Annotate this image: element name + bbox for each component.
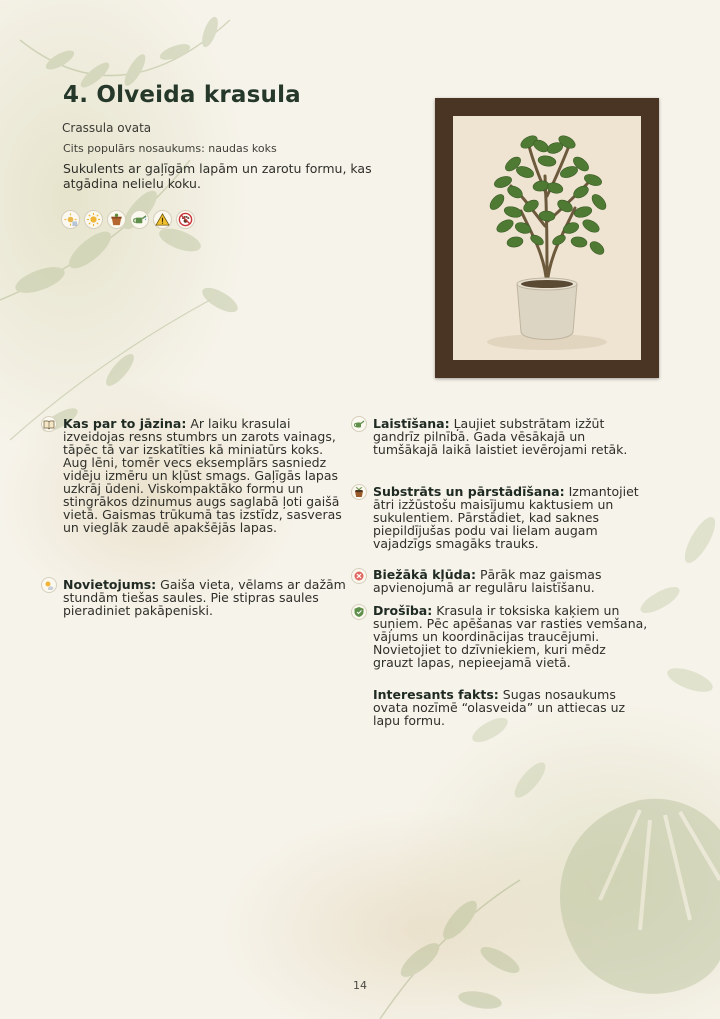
watering-section <box>373 417 645 456</box>
mistake-icon <box>351 568 367 584</box>
common-name: Cits populārs nosaukums: naudas koks <box>63 142 277 155</box>
partial-sun-icon <box>41 577 57 593</box>
watering-can-icon <box>130 210 149 229</box>
pot-icon <box>107 210 126 229</box>
watering-label: Laistīšana: <box>373 416 450 431</box>
book-icon <box>41 416 57 432</box>
jade-plant-illustration <box>453 116 641 360</box>
no-pets-icon <box>176 210 195 229</box>
common-mistake-label: Biežākā kļūda: <box>373 567 476 582</box>
location-label: Novietojums: <box>63 577 157 592</box>
common-mistake-text: Pārāk maz gaismas apvienojumā ar regulāru laistīšanu. <box>373 567 602 595</box>
page-title: 4. Olveida krasula <box>63 82 301 108</box>
location-section <box>63 578 346 617</box>
soil-pot-icon <box>351 484 367 500</box>
plant-picture-frame <box>435 98 659 378</box>
page-number: 14 <box>353 979 367 992</box>
safety-label: Drošība: <box>373 603 433 618</box>
care-icons-row <box>61 210 195 229</box>
shield-icon <box>351 604 367 620</box>
common-mistake-section <box>373 568 645 594</box>
what-to-know-label: Kas par to jāzina: <box>63 416 187 431</box>
latin-name: Crassula ovata <box>62 121 152 135</box>
warning-icon <box>153 210 172 229</box>
safety-text: Krasula ir toksiska kaķiem un suņiem. Pēc apēšanas var rasties vemšana, vājums un koordinācijas traucējumi. Novietojiet to dzīvniekiem, kuri mēdz grauzt lapas, nepieejamā vietā. <box>373 603 648 670</box>
safety-section <box>373 604 649 669</box>
watering-text: Ļaujiet substrātam izžūt gandrīz pilnībā. Gada vēsākajā un tumšākajā laikā laistiet ievērojami retāk. <box>373 416 628 457</box>
what-to-know-section <box>63 417 346 534</box>
watering-can-icon <box>351 416 367 432</box>
substrate-label: Substrāts un pārstādīšana: <box>373 484 565 499</box>
location-text: Gaiša vieta, vēlams ar dažām stundām tiešas saules. Pie stipras saules pieradiniet pakāpeniski. <box>63 577 346 618</box>
fun-fact-text: Sugas nosaukums ovata nozīmē “olasveida” un attiecas uz lapu formu. <box>373 687 626 728</box>
sun-full-icon <box>84 210 103 229</box>
what-to-know-text: Ar laiku krasulai izveidojas resns stumbrs un zarots vainags, tāpēc tā var izskatīties kā miniatūrs koks. Aug lēni, tomēr vecs eksemplārs sasniedz vidēju izmēru un kļūst smags. Gaļīgās lapas uzkrāj ūdeni. Viskompaktāko formu un stingrākos dzinumus augs saglabā ļoti gaišā vietā. Gaismas trūkumā tas izstīdz, sasveras un vieglāk zaudē apakšējās lapas. <box>63 416 342 535</box>
plant-description: Sukulents ar gaļīgām lapām un zarotu formu, kas atgādina nelielu koku. <box>63 161 372 191</box>
fun-fact-section <box>373 688 639 727</box>
sun-partial-icon <box>61 210 80 229</box>
substrate-text: Izmantojiet ātri izžūstošu maisījumu kaktusiem un sukulentiem. Pārstādiet, kad saknes piepildījušas podu vai lielam augam vajadzīgs smagāks trauks. <box>373 484 639 551</box>
substrate-section <box>373 485 645 550</box>
fun-fact-label: Interesants fakts: <box>373 687 499 702</box>
